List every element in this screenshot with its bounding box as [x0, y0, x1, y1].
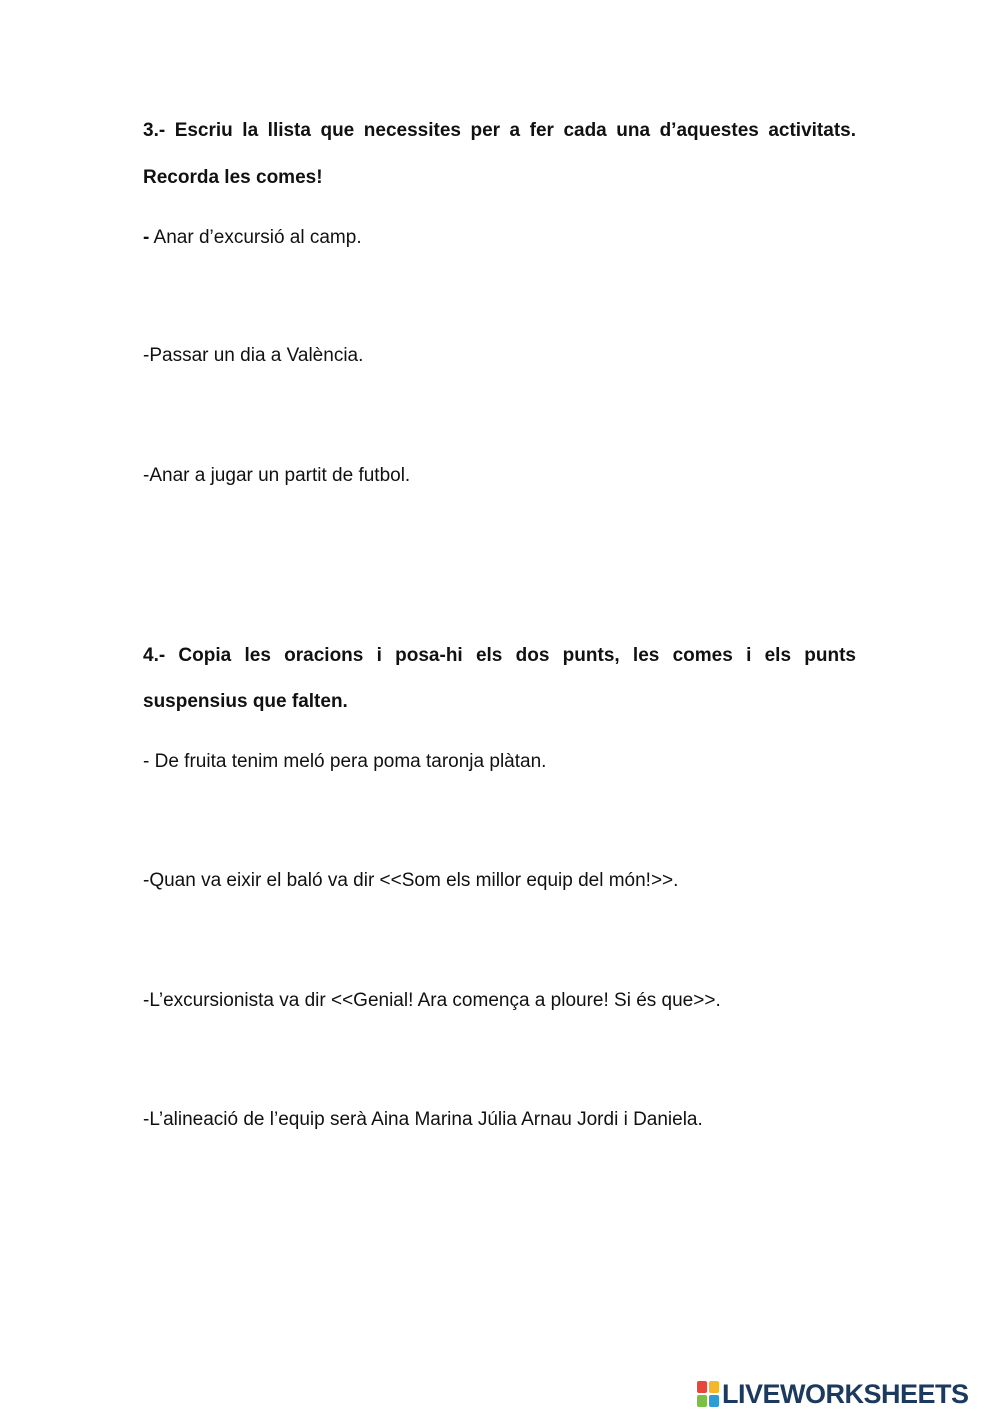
item-dash: - — [143, 227, 150, 248]
logo-square-yellow — [709, 1381, 719, 1393]
exercise-4-heading-line-2: suspensius que falten. — [143, 691, 348, 712]
exercise-4-item-2: -Quan va eixir el baló va dir <<Som els millor equip del món!>>. — [143, 870, 679, 891]
liveworksheets-logo — [697, 1378, 969, 1410]
liveworksheets-logo-icon — [697, 1381, 719, 1407]
exercise-4-item-1: - De fruita tenim meló pera poma taronja plàtan. — [143, 751, 547, 772]
exercise-3-item-1 — [143, 226, 856, 250]
exercise-3-heading-line-2: Recorda les comes! — [143, 167, 323, 188]
exercise-3-heading-line-1: 3.- Escriu la llista que necessites per a fer cada una d’aquestes activitats. — [143, 120, 856, 141]
item-text: Anar d’excursió al camp. — [149, 227, 362, 248]
exercise-4-item-3: -L’excursionista va dir <<Genial! Ara comença a ploure! Si és que>>. — [143, 990, 721, 1011]
logo-square-red — [697, 1381, 707, 1393]
exercise-4-heading-line-1: 4.- Copia les oracions i posa-hi els dos punts, les comes i els punts — [143, 645, 856, 666]
exercise-3-item-3: -Anar a jugar un partit de futbol. — [143, 465, 411, 486]
liveworksheets-logo-text: LIVEWORKSHEETS — [722, 1378, 969, 1409]
exercise-3-item-2: -Passar un dia a València. — [143, 345, 364, 366]
logo-square-green — [697, 1395, 707, 1407]
logo-square-blue — [709, 1395, 719, 1407]
exercise-4-item-4: -L’alineació de l’equip serà Aina Marina Júlia Arnau Jordi i Daniela. — [143, 1109, 703, 1130]
